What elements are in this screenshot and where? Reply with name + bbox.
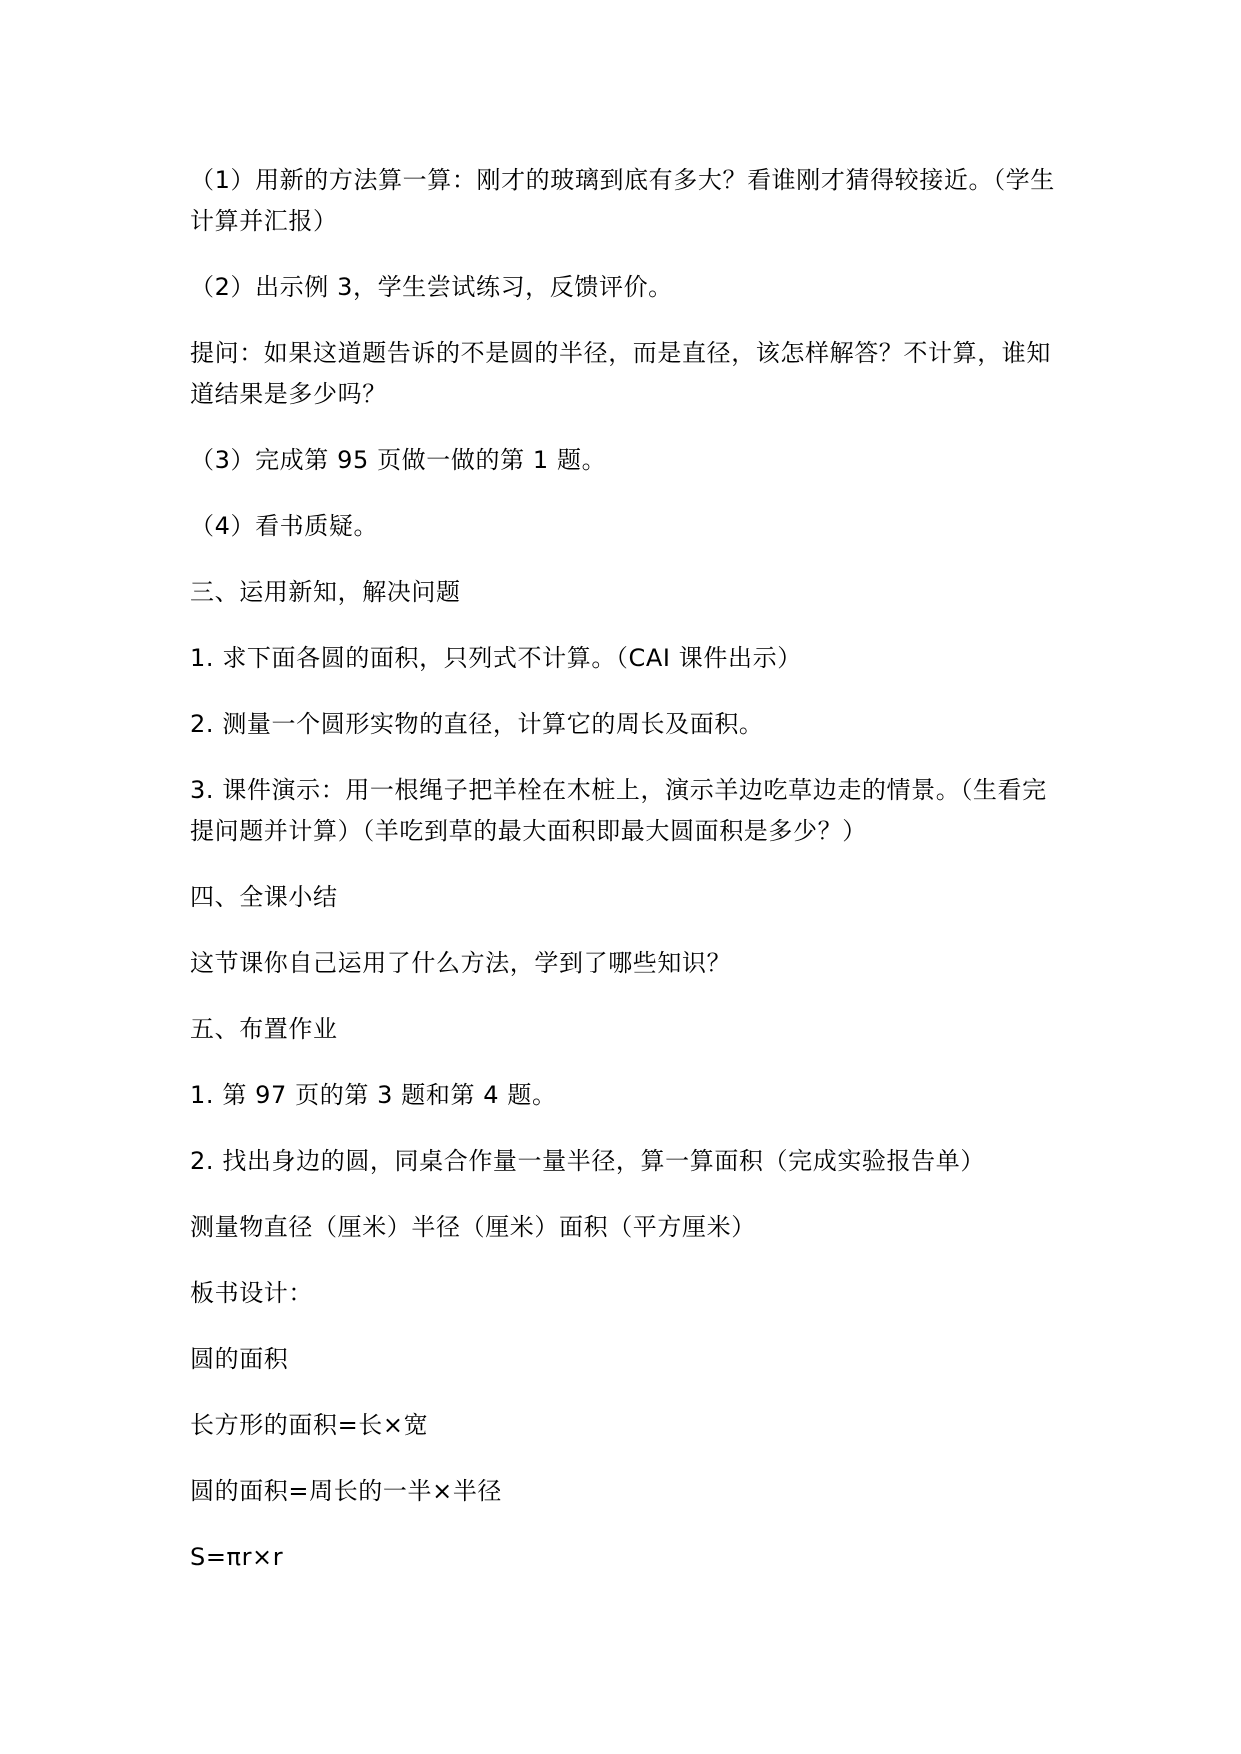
paragraph-circle-area-title: 圆的面积 bbox=[190, 1345, 289, 1373]
paragraph-question-diameter: 提问：如果这道题告诉的不是圆的半径，而是直径，该怎样解答？不计算，谁知道结果是多少吗？ bbox=[190, 339, 1051, 408]
section-heading-apply: 三、运用新知，解决问题 bbox=[190, 578, 461, 606]
paragraph-example-3: （2）出示例 3，学生尝试练习，反馈评价。 bbox=[190, 273, 673, 301]
list-item-area-formula: 1. 求下面各圆的面积，只列式不计算。（CAI 课件出示） bbox=[190, 644, 802, 672]
paragraph-page-95: （3）完成第 95 页做一做的第 1 题。 bbox=[190, 446, 607, 474]
paragraph-rectangle-formula: 长方形的面积=长×宽 bbox=[190, 1411, 429, 1439]
paragraph-measure-table-header: 测量物直径（厘米）半径（厘米）面积（平方厘米） bbox=[190, 1213, 756, 1241]
paragraph-calc-glass: （1）用新的方法算一算：刚才的玻璃到底有多大？看谁刚才猜得较接近。（学生计算并汇报） bbox=[190, 166, 1055, 235]
document-body bbox=[190, 160, 1060, 1603]
list-item-find-circles: 2. 找出身边的圆，同桌合作量一量半径，算一算面积（完成实验报告单） bbox=[190, 1147, 985, 1175]
section-heading-summary: 四、全课小结 bbox=[190, 883, 338, 911]
list-item-courseware-demo: 3. 课件演示：用一根绳子把羊栓在木桩上，演示羊边吃草边走的情景。（生看完提问题并计算）（羊吃到草的最大面积即最大圆面积是多少？） bbox=[190, 776, 1047, 845]
paragraph-summary-question: 这节课你自己运用了什么方法，学到了哪些知识？ bbox=[190, 949, 732, 977]
paragraph-circle-formula: 圆的面积=周长的一半×半径 bbox=[190, 1477, 503, 1505]
list-item-measure-object: 2. 测量一个圆形实物的直径，计算它的周长及面积。 bbox=[190, 710, 764, 738]
paragraph-s-formula: S=πr×r bbox=[190, 1543, 284, 1571]
section-heading-homework: 五、布置作业 bbox=[190, 1015, 338, 1043]
list-item-page-97: 1. 第 97 页的第 3 题和第 4 题。 bbox=[190, 1081, 557, 1109]
paragraph-read-book: （4）看书质疑。 bbox=[190, 512, 379, 540]
paragraph-board-design: 板书设计： bbox=[190, 1279, 313, 1307]
